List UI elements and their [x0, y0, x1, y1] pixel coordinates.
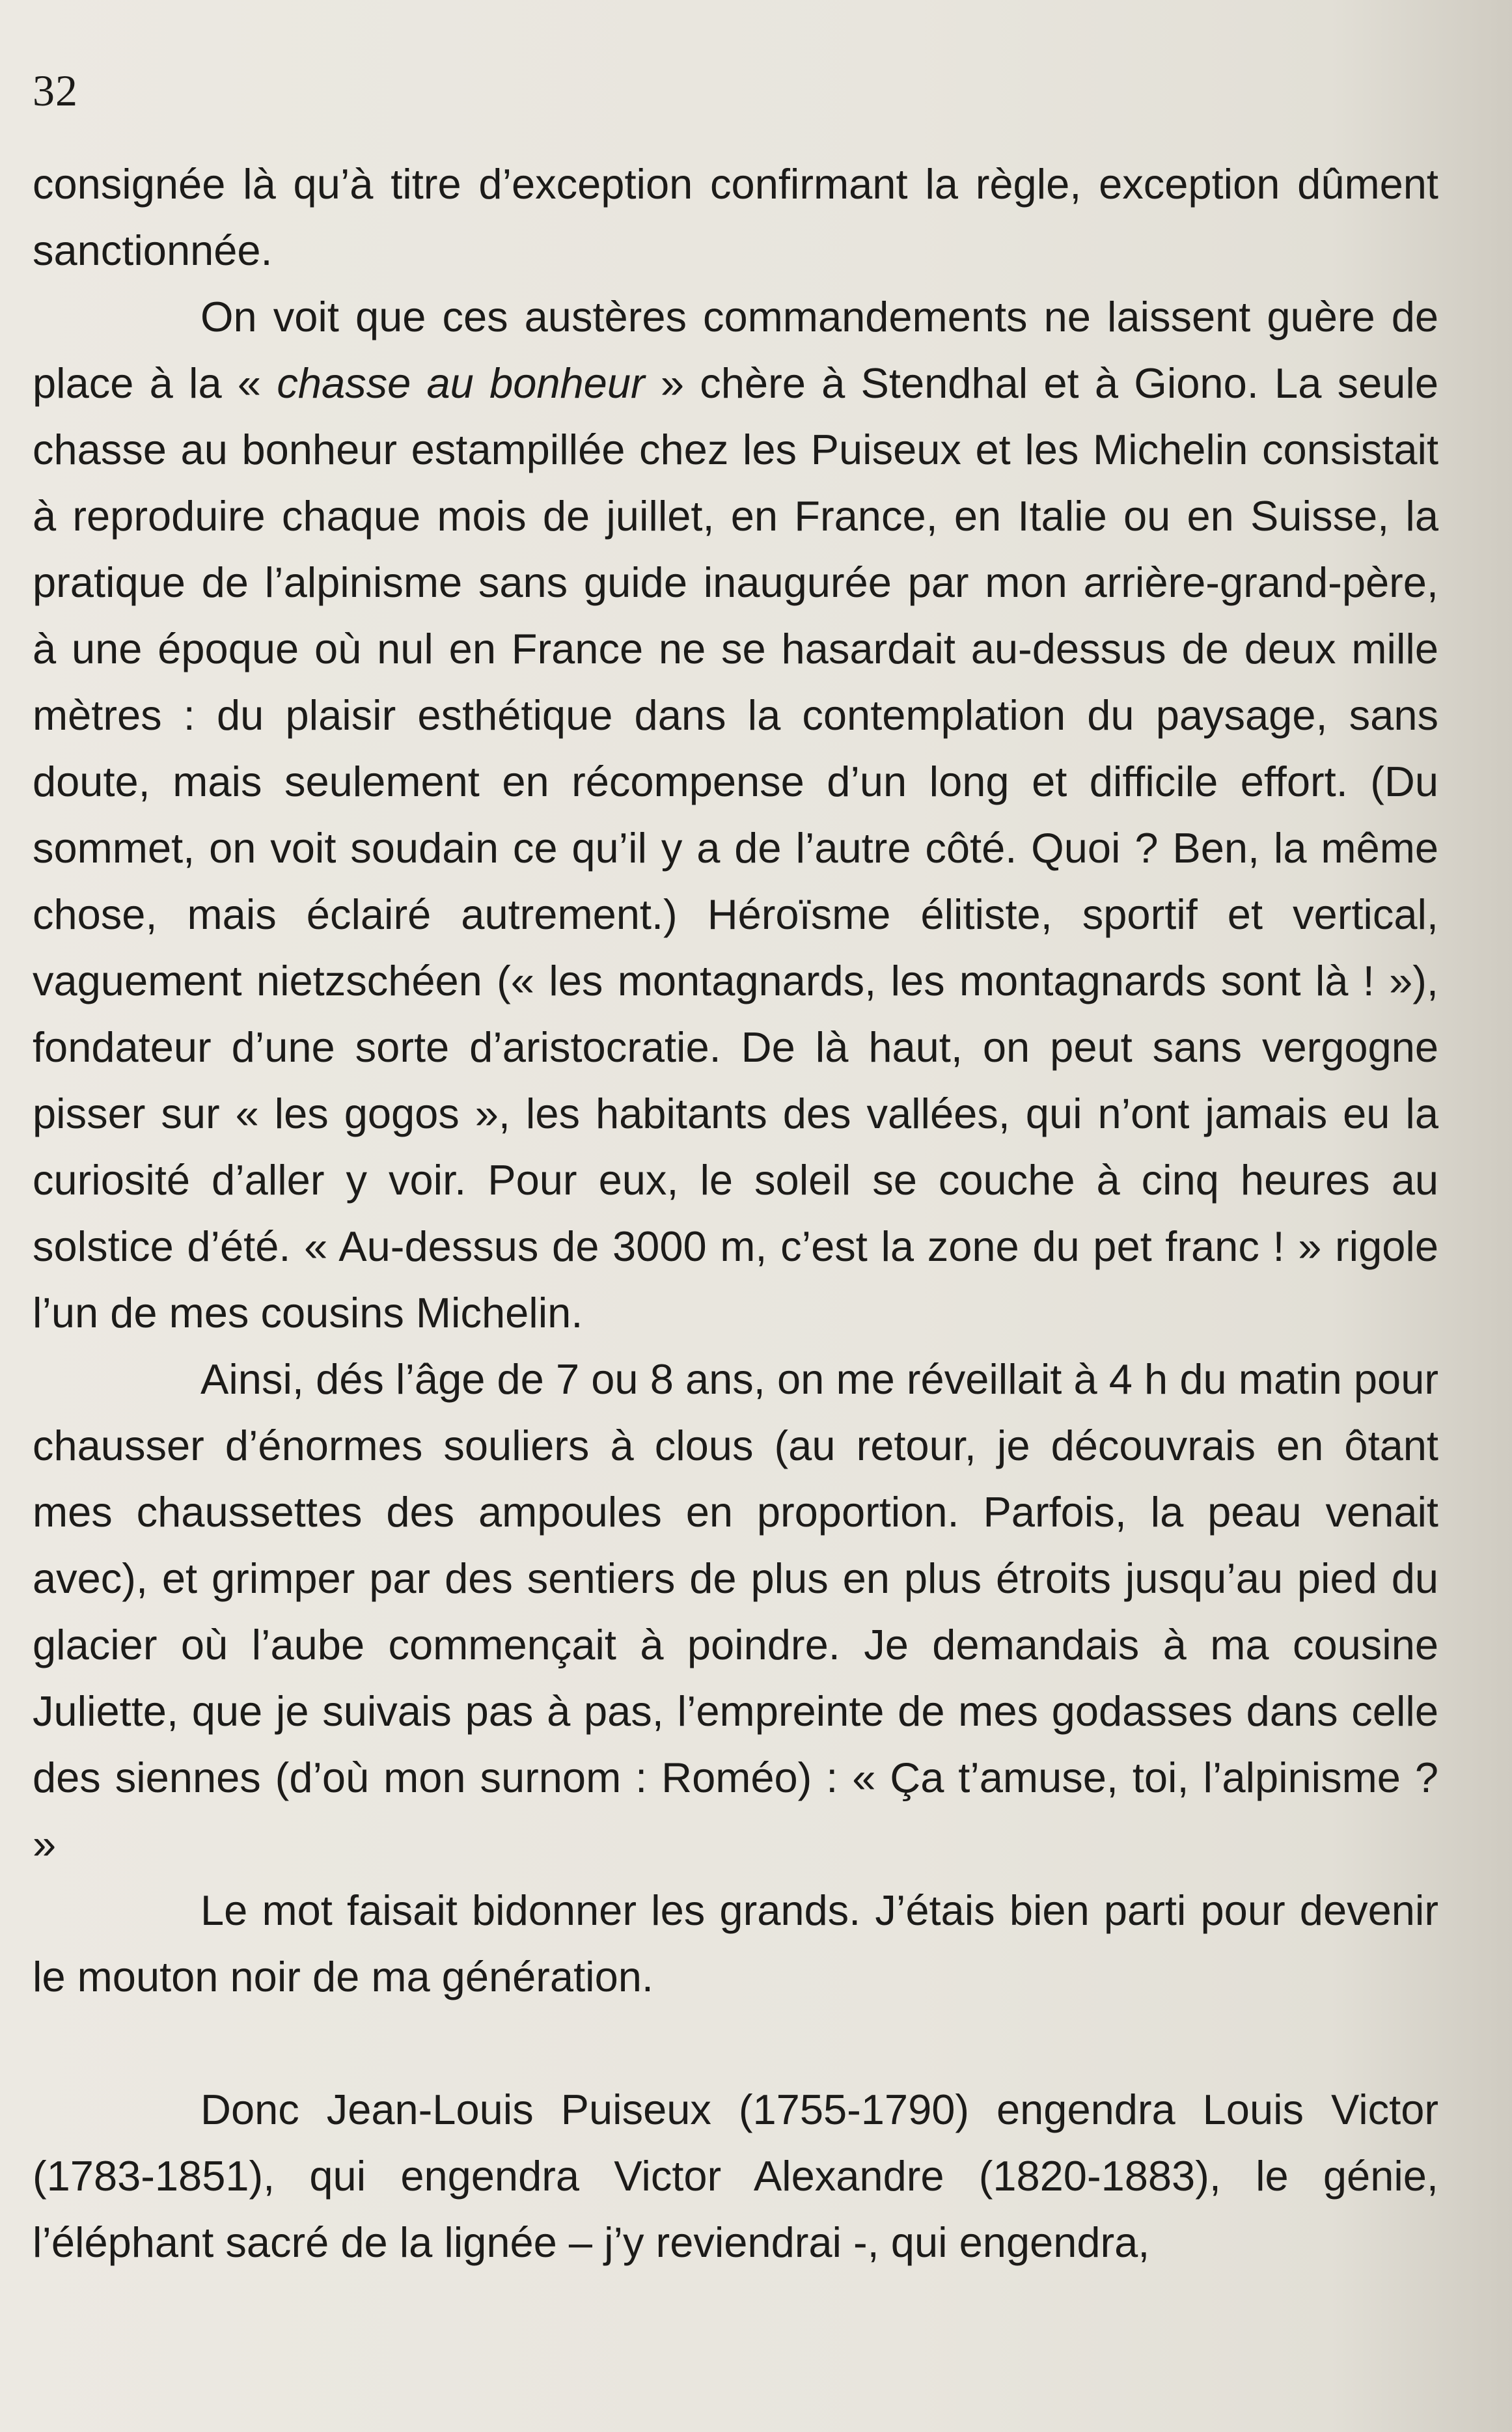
paragraph-3 — [33, 1346, 1438, 1877]
paragraph-5 — [33, 2077, 1438, 2276]
paragraph-1 — [33, 151, 1438, 284]
page-number: 32 — [33, 66, 78, 115]
paragraph-2 — [33, 284, 1438, 1346]
paragraph-4-text: Le mot faisait bidonner les grands. J’étais bien parti pour devenir le mouton noir de ma génération. — [33, 1886, 1438, 2000]
paragraph-4 — [33, 1877, 1438, 2010]
paragraph-5-text: Donc Jean-Louis Puiseux (1755-1790) engendra Louis Victor (1783-1851), qui engendra Victor Alexandre (1820-1883), le génie, l’éléphant sacré de la lignée – j’y reviendrai -, qui engendra, — [33, 2086, 1438, 2266]
paragraph-2-text-start: On voit que ces austères commandements ne laissent guère de place à la « — [33, 293, 1438, 407]
paragraph-2-text-rest: » chère à Stendhal et à Giono. La seule chasse au bonheur estampillée chez les Puiseux et les Michelin consistait à reproduire chaque mois de juillet, en France, en Italie ou en Suisse, la pratique de l’alpinisme sans guide inaugurée par mon arrière-grand-père, à une époque où nul en France ne se hasardait au-dessus de deux mille mètres : du plaisir esthétique dans la contemplation du paysage, sans doute, mais seulement en récompense d’un long et difficile effort. (Du sommet, on voit soudain ce qu’il y a de l’autre côté. Quoi ? Ben, la même chose, mais éclairé autrement.) Héroïsme élitiste, sportif et vertical, vaguement nietzschéen (« les montagnards, les montagnards sont là ! »), fondateur d’une sorte d’aristocratie. De là haut, on peut sans vergogne pisser sur « les gogos », les habitants des vallées, qui n’ont jamais eu la curiosité d’aller y voir. Pour eux, le soleil se couche à cinq heures au solstice d’été. « Au-dessus de 3000 m, c’est la zone du pet franc ! » rigole l’un de mes cousins Michelin. — [33, 359, 1438, 1336]
paragraph-3-text: Ainsi, dés l’âge de 7 ou 8 ans, on me réveillait à 4 h du matin pour chausser d’énormes souliers à clous (au retour, je découvrais en ôtant mes chaussettes des ampoules en proportion. Parfois, la peau venait avec), et grimper par des sentiers de plus en plus étroits jusqu’au pied du glacier où l’aube commençait à poindre. Je demandais à ma cousine Juliette, que je suivais pas à pas, l’empreinte de mes godasses dans celle des siennes (d’où mon surnom : Roméo) : « Ça t’amuse, toi, l’alpinisme ? » — [33, 1355, 1438, 1868]
paragraph-2-italic-phrase: chasse au bonheur — [277, 359, 645, 407]
paragraph-1-text: consignée là qu’à titre d’exception confirmant la règle, exception dûment sanctionnée. — [33, 160, 1438, 274]
body-text — [33, 151, 1438, 2276]
